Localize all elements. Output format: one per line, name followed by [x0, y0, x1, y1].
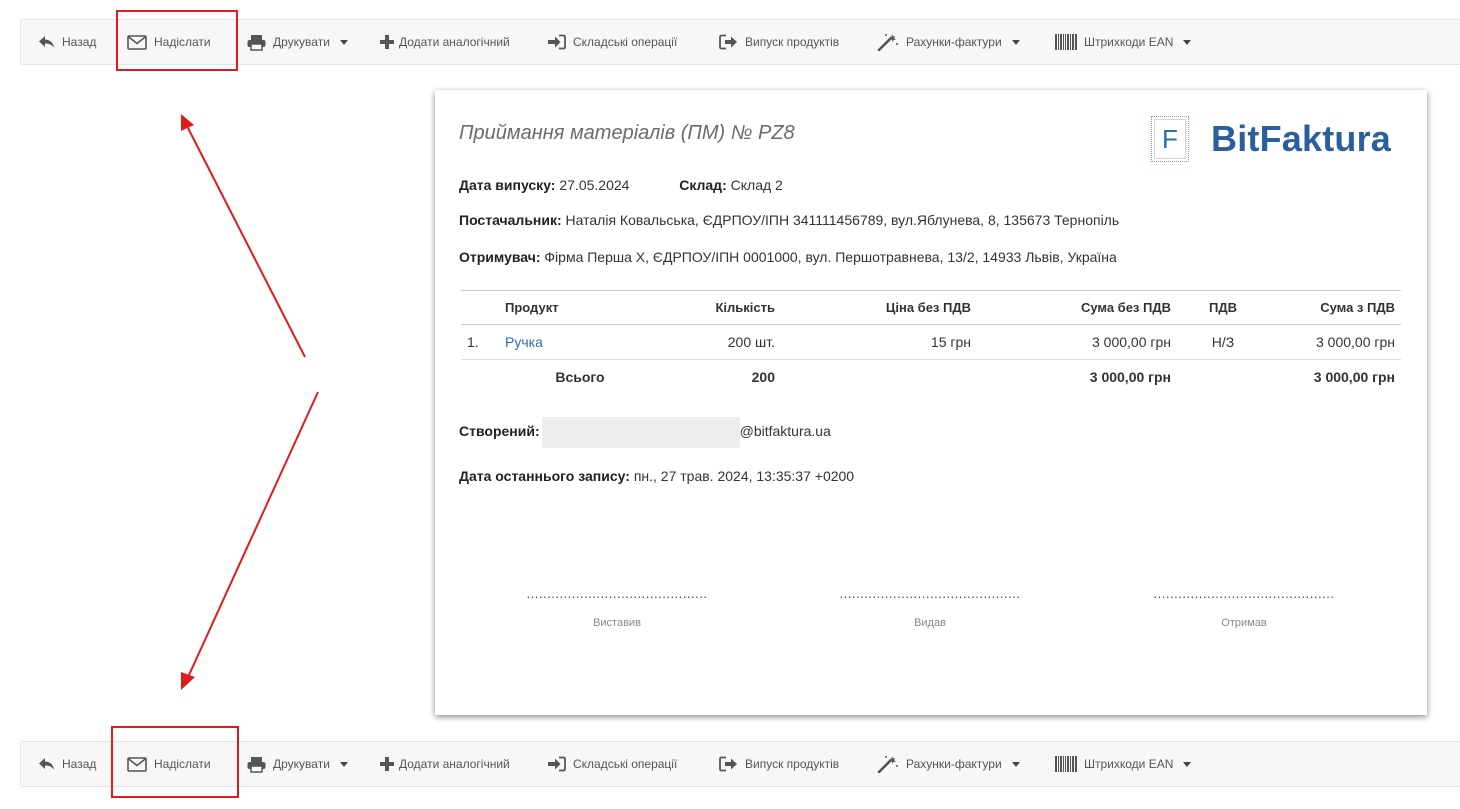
send-label: Надіслати: [154, 757, 211, 771]
back-button[interactable]: [38, 20, 96, 64]
total-quantity: 200: [751, 369, 775, 385]
row-price: 15 грн: [781, 325, 977, 360]
logo-mark: [1151, 116, 1189, 162]
col-product: Продукт: [499, 291, 661, 325]
magic-wand-icon: [877, 755, 899, 773]
row-gross: 3 000,00 грн: [1269, 325, 1401, 360]
plus-icon: [379, 756, 395, 772]
add-similar-button[interactable]: [379, 742, 510, 786]
reply-arrow-icon: [38, 757, 55, 771]
redacted-email: [542, 417, 740, 448]
back-button[interactable]: [38, 742, 96, 786]
invoices-dropdown[interactable]: [877, 20, 1020, 64]
total-net: 3 000,00 грн: [1089, 369, 1171, 385]
signature-line: ............................................: [839, 586, 1021, 601]
highlight-box-bottom: [111, 726, 239, 798]
issue-date-label: Дата випуску:: [459, 177, 556, 193]
document-title: Приймання матеріалів (ПМ) № PZ8: [459, 122, 795, 144]
recipient-line: [459, 249, 1117, 265]
created-by-line: [459, 416, 831, 448]
created-label: Створений:: [459, 423, 540, 439]
caret-down-icon: [1183, 40, 1191, 45]
caret-down-icon: [340, 40, 348, 45]
logo-letter: F: [1162, 123, 1178, 154]
print-dropdown[interactable]: [247, 742, 348, 786]
printer-icon: [247, 756, 266, 773]
print-dropdown[interactable]: [247, 20, 348, 64]
created-email-suffix: @bitfaktura.ua: [739, 423, 831, 439]
print-label: Друкувати: [273, 35, 330, 49]
add-similar-label: Додати аналогічний: [399, 35, 510, 49]
document-preview: [435, 90, 1427, 715]
invoices-label: Рахунки-фактури: [906, 35, 1002, 49]
total-gross: 3 000,00 грн: [1313, 369, 1395, 385]
items-table: [461, 290, 1401, 394]
caret-down-icon: [340, 762, 348, 767]
row-vat: Н/З: [1177, 325, 1269, 360]
barcode-icon: [1055, 34, 1077, 50]
back-label: Назад: [62, 757, 97, 771]
plus-icon: [379, 34, 395, 50]
warehouse-ops-label: Складські операції: [573, 757, 678, 771]
magic-wand-icon: [877, 33, 899, 51]
add-similar-label: Додати аналогічний: [399, 757, 510, 771]
table-row: [461, 325, 1401, 360]
highlight-box-top: [116, 10, 238, 71]
product-link[interactable]: Ручка: [505, 334, 543, 350]
arrow-down-head: [181, 672, 195, 690]
product-release-button[interactable]: [719, 20, 839, 64]
warehouse-value: Склад 2: [730, 177, 783, 193]
sign-in-icon: [547, 34, 566, 50]
col-quantity: Кількість: [661, 291, 781, 325]
col-vat: ПДВ: [1177, 291, 1269, 325]
warehouse-ops-button[interactable]: [547, 20, 677, 64]
product-release-button[interactable]: [719, 742, 839, 786]
last-edit-label: Дата останнього запису:: [459, 468, 630, 484]
signature-label: Отримав: [1221, 617, 1267, 629]
arrow-up-line: [188, 128, 305, 357]
product-release-label: Випуск продуктів: [745, 757, 840, 771]
caret-down-icon: [1012, 762, 1020, 767]
logo-text: BitFaktura: [1211, 118, 1392, 159]
product-release-label: Випуск продуктів: [745, 35, 840, 49]
caret-down-icon: [1012, 40, 1020, 45]
signature-line: ............................................: [526, 586, 708, 601]
col-sum-gross: Сума з ПДВ: [1269, 291, 1401, 325]
signature-line: ............................................: [1153, 586, 1335, 601]
supplier-label: Постачальник:: [459, 212, 562, 228]
back-label: Назад: [62, 35, 97, 49]
recipient-label: Отримувач:: [459, 249, 541, 265]
warehouse-ops-label: Складські операції: [573, 35, 678, 49]
warehouse-label: Склад:: [679, 177, 727, 193]
barcodes-dropdown[interactable]: [1055, 20, 1191, 64]
invoices-dropdown[interactable]: [877, 742, 1020, 786]
signature-given: [830, 586, 1030, 629]
warehouse-ops-button[interactable]: [547, 742, 677, 786]
barcodes-label: Штрихкоди EAN: [1084, 35, 1174, 49]
signature-received: [1144, 586, 1344, 629]
barcodes-label: Штрихкоди EAN: [1084, 757, 1174, 771]
arrow-down-line: [189, 392, 318, 675]
row-net: 3 000,00 грн: [977, 325, 1177, 360]
sign-out-icon: [719, 34, 738, 50]
supplier-value: Наталія Ковальська, ЄДРПОУ/ІПН 341111456789, вул.Яблунева, 8, 135673 Тернопіль: [565, 212, 1120, 228]
total-row: [461, 360, 1401, 395]
invoices-label: Рахунки-фактури: [906, 757, 1002, 771]
signature-label: Виставив: [593, 617, 641, 629]
col-price-net: Ціна без ПДВ: [781, 291, 977, 325]
recipient-value: Фірма Перша Х, ЄДРПОУ/ІПН 0001000, вул. Першотравнева, 13/2, 14933 Львів, Україна: [544, 249, 1117, 265]
bitfaktura-logo: [1151, 116, 1391, 162]
add-similar-button[interactable]: [379, 20, 510, 64]
col-sum-net: Сума без ПДВ: [977, 291, 1177, 325]
issue-warehouse-line: [459, 177, 783, 193]
reply-arrow-icon: [38, 35, 55, 49]
print-label: Друкувати: [273, 757, 330, 771]
row-quantity: 200 шт.: [661, 325, 781, 360]
sign-out-icon: [719, 756, 738, 772]
caret-down-icon: [1183, 762, 1191, 767]
printer-icon: [247, 34, 266, 51]
send-label: Надіслати: [154, 35, 211, 49]
table-header-row: [461, 291, 1401, 325]
barcode-icon: [1055, 756, 1077, 772]
last-edit-line: [459, 468, 854, 484]
row-number: 1.: [461, 325, 499, 360]
supplier-line: [459, 212, 1119, 228]
total-label: Всього: [555, 369, 605, 385]
signature-issued: [517, 586, 717, 629]
issue-date-value: 27.05.2024: [559, 177, 630, 193]
signature-label: Видав: [914, 617, 946, 629]
arrow-up-head: [181, 114, 194, 131]
sign-in-icon: [547, 756, 566, 772]
barcodes-dropdown[interactable]: [1055, 742, 1191, 786]
last-edit-value: пн., 27 трав. 2024, 13:35:37 +0200: [633, 468, 855, 484]
